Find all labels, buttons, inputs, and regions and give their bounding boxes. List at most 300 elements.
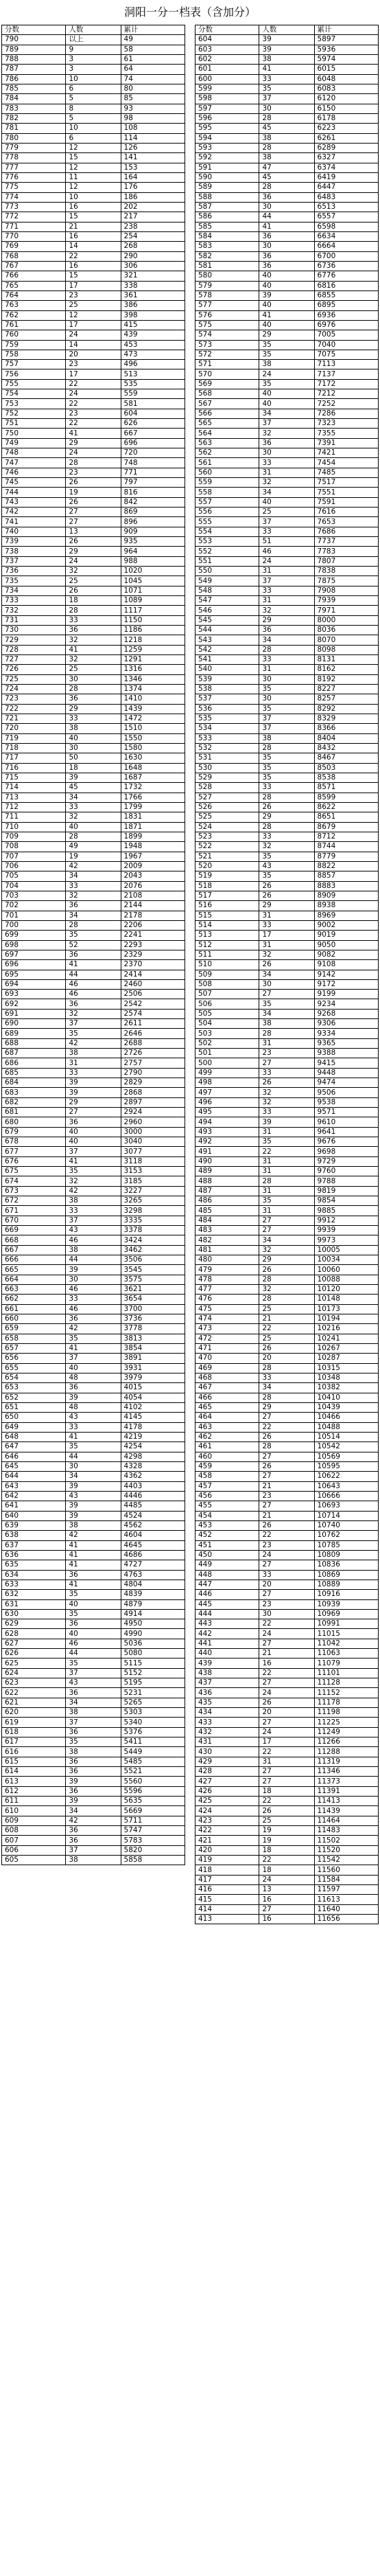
score-cell: 465 xyxy=(195,1402,259,1412)
table-row xyxy=(195,920,379,930)
cumulative-cell: 7939 xyxy=(314,596,378,606)
count-cell: 28 xyxy=(259,183,314,192)
cumulative-cell: 4727 xyxy=(121,1560,185,1570)
score-cell: 461 xyxy=(195,1442,259,1452)
count-cell: 39 xyxy=(66,1265,121,1275)
count-cell: 5 xyxy=(66,113,121,123)
cumulative-cell: 748 xyxy=(121,458,185,468)
score-cell: 720 xyxy=(2,724,66,733)
table-row xyxy=(2,1836,185,1845)
table-row xyxy=(195,665,379,674)
cumulative-cell: 85 xyxy=(121,94,185,104)
table-row xyxy=(2,556,185,566)
cumulative-cell: 11542 xyxy=(314,1856,378,1865)
table-row xyxy=(2,891,185,900)
score-cell: 718 xyxy=(2,743,66,753)
cumulative-cell: 8779 xyxy=(314,852,378,861)
table-row xyxy=(2,399,185,409)
cumulative-cell: 9676 xyxy=(314,1137,378,1147)
cumulative-cell: 964 xyxy=(121,547,185,556)
count-cell: 26 xyxy=(259,802,314,812)
count-cell: 40 xyxy=(66,1629,121,1639)
cumulative-cell: 8131 xyxy=(314,655,378,665)
score-cell: 687 xyxy=(2,1049,66,1058)
count-cell: 37 xyxy=(66,1718,121,1727)
cumulative-cell: 3335 xyxy=(121,1216,185,1225)
table-row xyxy=(2,1845,185,1855)
cumulative-cell: 9885 xyxy=(314,1206,378,1216)
table-row xyxy=(195,911,379,920)
table-row xyxy=(2,438,185,448)
score-cell: 733 xyxy=(2,596,66,606)
score-cell: 421 xyxy=(195,1836,259,1845)
count-cell: 35 xyxy=(259,1137,314,1147)
cumulative-cell: 2542 xyxy=(121,999,185,1009)
cumulative-cell: 9306 xyxy=(314,1019,378,1029)
score-cell: 621 xyxy=(2,1698,66,1707)
score-cell: 776 xyxy=(2,172,66,182)
count-cell: 33 xyxy=(259,783,314,793)
score-cell: 505 xyxy=(195,1009,259,1018)
table-row xyxy=(195,1895,379,1904)
score-cell: 711 xyxy=(2,812,66,822)
count-cell: 36 xyxy=(66,999,121,1009)
score-cell: 732 xyxy=(2,606,66,615)
count-cell: 32 xyxy=(259,842,314,852)
table-row xyxy=(2,379,185,389)
count-cell: 27 xyxy=(66,517,121,527)
count-cell: 6 xyxy=(66,133,121,143)
score-cell: 736 xyxy=(2,567,66,576)
cumulative-cell: 10466 xyxy=(314,1413,378,1422)
score-cell: 517 xyxy=(195,891,259,900)
cumulative-cell: 3265 xyxy=(121,1196,185,1206)
score-cell: 475 xyxy=(195,1304,259,1314)
table-row xyxy=(2,1402,185,1412)
cumulative-cell: 11391 xyxy=(314,1786,378,1796)
count-cell: 27 xyxy=(259,1718,314,1727)
score-cell: 417 xyxy=(195,1875,259,1884)
count-cell: 29 xyxy=(259,812,314,822)
table-row xyxy=(195,1619,379,1629)
score-cell: 607 xyxy=(2,1836,66,1845)
count-cell: 42 xyxy=(66,1531,121,1540)
score-cell: 698 xyxy=(2,940,66,950)
cumulative-cell: 626 xyxy=(121,419,185,429)
table-row xyxy=(2,35,185,45)
count-cell: 44 xyxy=(259,212,314,222)
cumulative-cell: 9019 xyxy=(314,931,378,940)
score-cell: 586 xyxy=(195,212,259,222)
count-cell: 40 xyxy=(66,1137,121,1147)
count-cell: 41 xyxy=(66,1580,121,1589)
cumulative-cell: 4686 xyxy=(121,1550,185,1560)
table-row xyxy=(2,1058,185,1068)
score-cell: 748 xyxy=(2,448,66,458)
count-cell: 32 xyxy=(259,1245,314,1255)
score-cell: 674 xyxy=(2,1176,66,1186)
score-cell: 678 xyxy=(2,1137,66,1147)
count-cell: 32 xyxy=(259,1088,314,1097)
score-cell: 583 xyxy=(195,242,259,251)
table-row xyxy=(195,429,379,438)
cumulative-cell: 10889 xyxy=(314,1580,378,1589)
cumulative-cell: 6261 xyxy=(314,133,378,143)
table-row xyxy=(195,1029,379,1038)
cumulative-cell: 6374 xyxy=(314,163,378,172)
score-cell: 639 xyxy=(2,1520,66,1530)
table-row xyxy=(2,1816,185,1825)
count-cell: 38 xyxy=(66,1708,121,1718)
table-row xyxy=(195,1038,379,1048)
score-cell: 594 xyxy=(195,133,259,143)
table-row xyxy=(2,714,185,723)
count-cell: 22 xyxy=(259,1668,314,1678)
score-cell: 493 xyxy=(195,1127,259,1137)
cumulative-cell: 1967 xyxy=(121,852,185,861)
score-cell: 738 xyxy=(2,547,66,556)
score-cell: 526 xyxy=(195,802,259,812)
cumulative-cell: 6150 xyxy=(314,104,378,113)
count-cell: 36 xyxy=(259,261,314,271)
cumulative-cell: 7212 xyxy=(314,389,378,399)
cumulative-cell: 6736 xyxy=(314,261,378,271)
cumulative-cell: 98 xyxy=(121,113,185,123)
table-row xyxy=(2,497,185,507)
table-row xyxy=(2,192,185,202)
count-cell: 32 xyxy=(66,1176,121,1186)
table-row xyxy=(2,1275,185,1284)
score-cell: 435 xyxy=(195,1698,259,1707)
table-row xyxy=(195,1501,379,1511)
cumulative-cell: 4914 xyxy=(121,1609,185,1619)
count-cell: 18 xyxy=(259,1865,314,1875)
score-cell: 434 xyxy=(195,1708,259,1718)
score-cell: 532 xyxy=(195,743,259,753)
cumulative-cell: 9506 xyxy=(314,1088,378,1097)
cumulative-cell: 9939 xyxy=(314,1226,378,1235)
table-row xyxy=(2,1629,185,1639)
cumulative-cell: 8070 xyxy=(314,635,378,645)
cumulative-cell: 8192 xyxy=(314,674,378,684)
cumulative-cell: 935 xyxy=(121,537,185,547)
count-cell: 33 xyxy=(259,1068,314,1078)
count-cell: 28 xyxy=(259,1442,314,1452)
table-row xyxy=(195,379,379,389)
table-row xyxy=(2,852,185,861)
table-row xyxy=(2,429,185,438)
table-row xyxy=(195,842,379,852)
score-cell: 765 xyxy=(2,281,66,290)
table-row xyxy=(2,1727,185,1737)
table-row xyxy=(195,881,379,891)
cumulative-cell: 4839 xyxy=(121,1590,185,1599)
table-row xyxy=(195,979,379,989)
cumulative-cell: 10740 xyxy=(314,1520,378,1530)
table-row xyxy=(2,124,185,133)
cumulative-cell: 8036 xyxy=(314,626,378,635)
count-cell: 12 xyxy=(66,310,121,320)
count-cell: 27 xyxy=(259,990,314,999)
table-row xyxy=(195,1393,379,1402)
score-cell: 430 xyxy=(195,1747,259,1757)
cumulative-cell: 720 xyxy=(121,448,185,458)
cumulative-cell: 9388 xyxy=(314,1049,378,1058)
table-row xyxy=(2,172,185,182)
score-cell: 552 xyxy=(195,547,259,556)
count-cell: 42 xyxy=(66,1816,121,1825)
table-row xyxy=(195,596,379,606)
cumulative-cell: 49 xyxy=(121,35,185,45)
table-row xyxy=(2,537,185,547)
cumulative-cell: 9199 xyxy=(314,990,378,999)
score-cell: 495 xyxy=(195,1108,259,1117)
table-row xyxy=(195,1836,379,1845)
table-row xyxy=(195,1688,379,1698)
score-cell: 550 xyxy=(195,567,259,576)
score-cell: 518 xyxy=(195,881,259,891)
score-cell: 648 xyxy=(2,1432,66,1441)
table-row xyxy=(2,143,185,152)
cumulative-cell: 1374 xyxy=(121,684,185,694)
cumulative-cell: 11560 xyxy=(314,1865,378,1875)
table-row xyxy=(2,665,185,674)
score-cell: 468 xyxy=(195,1373,259,1382)
score-cell: 536 xyxy=(195,704,259,714)
score-cell: 782 xyxy=(2,113,66,123)
count-cell: 34 xyxy=(259,1235,314,1245)
cumulative-cell: 5265 xyxy=(121,1698,185,1707)
count-cell: 24 xyxy=(259,1875,314,1884)
table-row xyxy=(2,527,185,536)
count-cell: 36 xyxy=(66,1570,121,1580)
score-cell: 476 xyxy=(195,1295,259,1304)
count-cell: 36 xyxy=(66,950,121,959)
table-row xyxy=(2,1442,185,1452)
cumulative-cell: 453 xyxy=(121,340,185,350)
score-cell: 726 xyxy=(2,665,66,674)
table-row xyxy=(2,1659,185,1668)
count-cell: 34 xyxy=(259,1383,314,1393)
table-row xyxy=(2,1304,185,1314)
table-row xyxy=(195,1737,379,1747)
score-cell: 599 xyxy=(195,84,259,93)
table-row xyxy=(2,1609,185,1619)
cumulative-cell: 7971 xyxy=(314,606,378,615)
table-row xyxy=(195,773,379,782)
score-cell: 415 xyxy=(195,1895,259,1904)
table-row xyxy=(2,1708,185,1718)
cumulative-cell: 2688 xyxy=(121,1038,185,1048)
table-row xyxy=(195,271,379,281)
table-row xyxy=(2,822,185,832)
table-row xyxy=(2,1334,185,1343)
count-cell: 29 xyxy=(66,1097,121,1107)
cumulative-cell: 6483 xyxy=(314,192,378,202)
cumulative-cell: 6447 xyxy=(314,183,378,192)
cumulative-cell: 5080 xyxy=(121,1649,185,1659)
count-cell: 10 xyxy=(66,192,121,202)
score-cell: 606 xyxy=(2,1845,66,1855)
table-row xyxy=(2,1009,185,1018)
score-cell: 591 xyxy=(195,163,259,172)
score-cell: 644 xyxy=(2,1472,66,1481)
cumulative-cell: 7355 xyxy=(314,429,378,438)
table-row xyxy=(2,1393,185,1402)
count-cell: 46 xyxy=(66,1285,121,1295)
cumulative-cell: 1831 xyxy=(121,812,185,822)
column-header: 人数 xyxy=(66,25,121,35)
count-cell: 37 xyxy=(66,1216,121,1225)
score-cell: 597 xyxy=(195,104,259,113)
score-cell: 595 xyxy=(195,124,259,133)
cumulative-cell: 3185 xyxy=(121,1176,185,1186)
cumulative-cell: 11198 xyxy=(314,1708,378,1718)
table-row xyxy=(2,753,185,763)
table-row xyxy=(195,1875,379,1884)
cumulative-cell: 5485 xyxy=(121,1757,185,1766)
score-cell: 717 xyxy=(2,753,66,763)
count-cell: 44 xyxy=(66,1255,121,1265)
score-cell: 743 xyxy=(2,497,66,507)
count-cell: 36 xyxy=(66,1836,121,1845)
count-cell: 16 xyxy=(259,1659,314,1668)
cumulative-cell: 513 xyxy=(121,369,185,379)
count-cell: 19 xyxy=(66,488,121,497)
cumulative-cell: 8227 xyxy=(314,684,378,694)
table-row xyxy=(195,1826,379,1836)
count-cell: 24 xyxy=(259,1550,314,1560)
cumulative-cell: 439 xyxy=(121,330,185,340)
table-row xyxy=(2,793,185,802)
table-row xyxy=(2,1560,185,1570)
count-cell: 36 xyxy=(66,1786,121,1796)
table-row xyxy=(195,1472,379,1481)
score-cell: 446 xyxy=(195,1590,259,1599)
table-row xyxy=(195,1009,379,1018)
count-cell: 22 xyxy=(259,1619,314,1629)
score-cell: 710 xyxy=(2,822,66,832)
count-cell: 44 xyxy=(66,1649,121,1659)
count-cell: 24 xyxy=(66,330,121,340)
score-cell: 704 xyxy=(2,881,66,891)
score-cell: 610 xyxy=(2,1806,66,1816)
table-row xyxy=(2,478,185,488)
table-row xyxy=(195,281,379,290)
cumulative-cell: 3979 xyxy=(121,1373,185,1382)
score-cell: 727 xyxy=(2,655,66,665)
count-cell: 32 xyxy=(66,1009,121,1018)
cumulative-cell: 11520 xyxy=(314,1845,378,1855)
count-cell: 41 xyxy=(66,645,121,654)
count-cell: 40 xyxy=(66,1127,121,1137)
count-cell: 22 xyxy=(259,1531,314,1540)
cumulative-cell: 6513 xyxy=(314,202,378,212)
count-cell: 14 xyxy=(66,340,121,350)
count-cell: 5 xyxy=(66,94,121,104)
cumulative-cell: 10382 xyxy=(314,1383,378,1393)
score-cell: 712 xyxy=(2,802,66,812)
count-cell: 35 xyxy=(259,999,314,1009)
table-row xyxy=(2,310,185,320)
score-cell: 780 xyxy=(2,133,66,143)
cumulative-cell: 2009 xyxy=(121,861,185,871)
table-row xyxy=(2,1295,185,1304)
table-row xyxy=(2,1186,185,1196)
table-row xyxy=(195,753,379,763)
score-cell: 764 xyxy=(2,290,66,300)
cumulative-cell: 321 xyxy=(121,271,185,281)
cumulative-cell: 1071 xyxy=(121,586,185,595)
table-row xyxy=(2,881,185,891)
score-cell: 759 xyxy=(2,340,66,350)
score-cell: 766 xyxy=(2,271,66,281)
score-cell: 708 xyxy=(2,842,66,852)
table-row xyxy=(195,1097,379,1107)
score-cell: 547 xyxy=(195,596,259,606)
table-row xyxy=(195,104,379,113)
score-cell: 784 xyxy=(2,94,66,104)
score-cell: 494 xyxy=(195,1117,259,1127)
score-cell: 581 xyxy=(195,261,259,271)
score-cell: 729 xyxy=(2,635,66,645)
table-row xyxy=(195,84,379,93)
cumulative-cell: 6289 xyxy=(314,143,378,152)
table-row xyxy=(2,1599,185,1609)
cumulative-cell: 9854 xyxy=(314,1196,378,1206)
cumulative-cell: 7391 xyxy=(314,438,378,448)
count-cell: 23 xyxy=(66,290,121,300)
score-cell: 642 xyxy=(2,1491,66,1501)
cumulative-cell: 4403 xyxy=(121,1481,185,1491)
table-row xyxy=(195,1156,379,1166)
table-row xyxy=(195,1747,379,1757)
cumulative-cell: 6634 xyxy=(314,231,378,241)
cumulative-cell: 3778 xyxy=(121,1324,185,1334)
score-cell: 490 xyxy=(195,1156,259,1166)
count-cell: 35 xyxy=(259,684,314,694)
score-cell: 739 xyxy=(2,537,66,547)
count-cell: 33 xyxy=(259,655,314,665)
count-cell: 33 xyxy=(66,1422,121,1432)
cumulative-cell: 1510 xyxy=(121,724,185,733)
score-cell: 761 xyxy=(2,320,66,330)
table-row xyxy=(2,586,185,595)
table-row xyxy=(2,1491,185,1501)
table-row xyxy=(195,1904,379,1914)
count-cell: 45 xyxy=(259,124,314,133)
cumulative-cell: 6598 xyxy=(314,222,378,231)
cumulative-cell: 5521 xyxy=(121,1767,185,1777)
table-row xyxy=(195,1540,379,1550)
cumulative-cell: 10287 xyxy=(314,1354,378,1363)
count-cell: 26 xyxy=(66,586,121,595)
cumulative-cell: 10542 xyxy=(314,1442,378,1452)
score-cell: 502 xyxy=(195,1038,259,1048)
table-row xyxy=(195,1560,379,1570)
table-row xyxy=(2,1511,185,1520)
score-cell: 651 xyxy=(2,1402,66,1412)
table-row xyxy=(195,724,379,733)
table-row xyxy=(195,537,379,547)
count-cell: 39 xyxy=(66,1393,121,1402)
table-row xyxy=(2,576,185,586)
count-cell: 34 xyxy=(259,635,314,645)
score-cell: 691 xyxy=(2,1009,66,1018)
score-cell: 486 xyxy=(195,1196,259,1206)
table-row xyxy=(2,1540,185,1550)
table-row xyxy=(2,645,185,654)
